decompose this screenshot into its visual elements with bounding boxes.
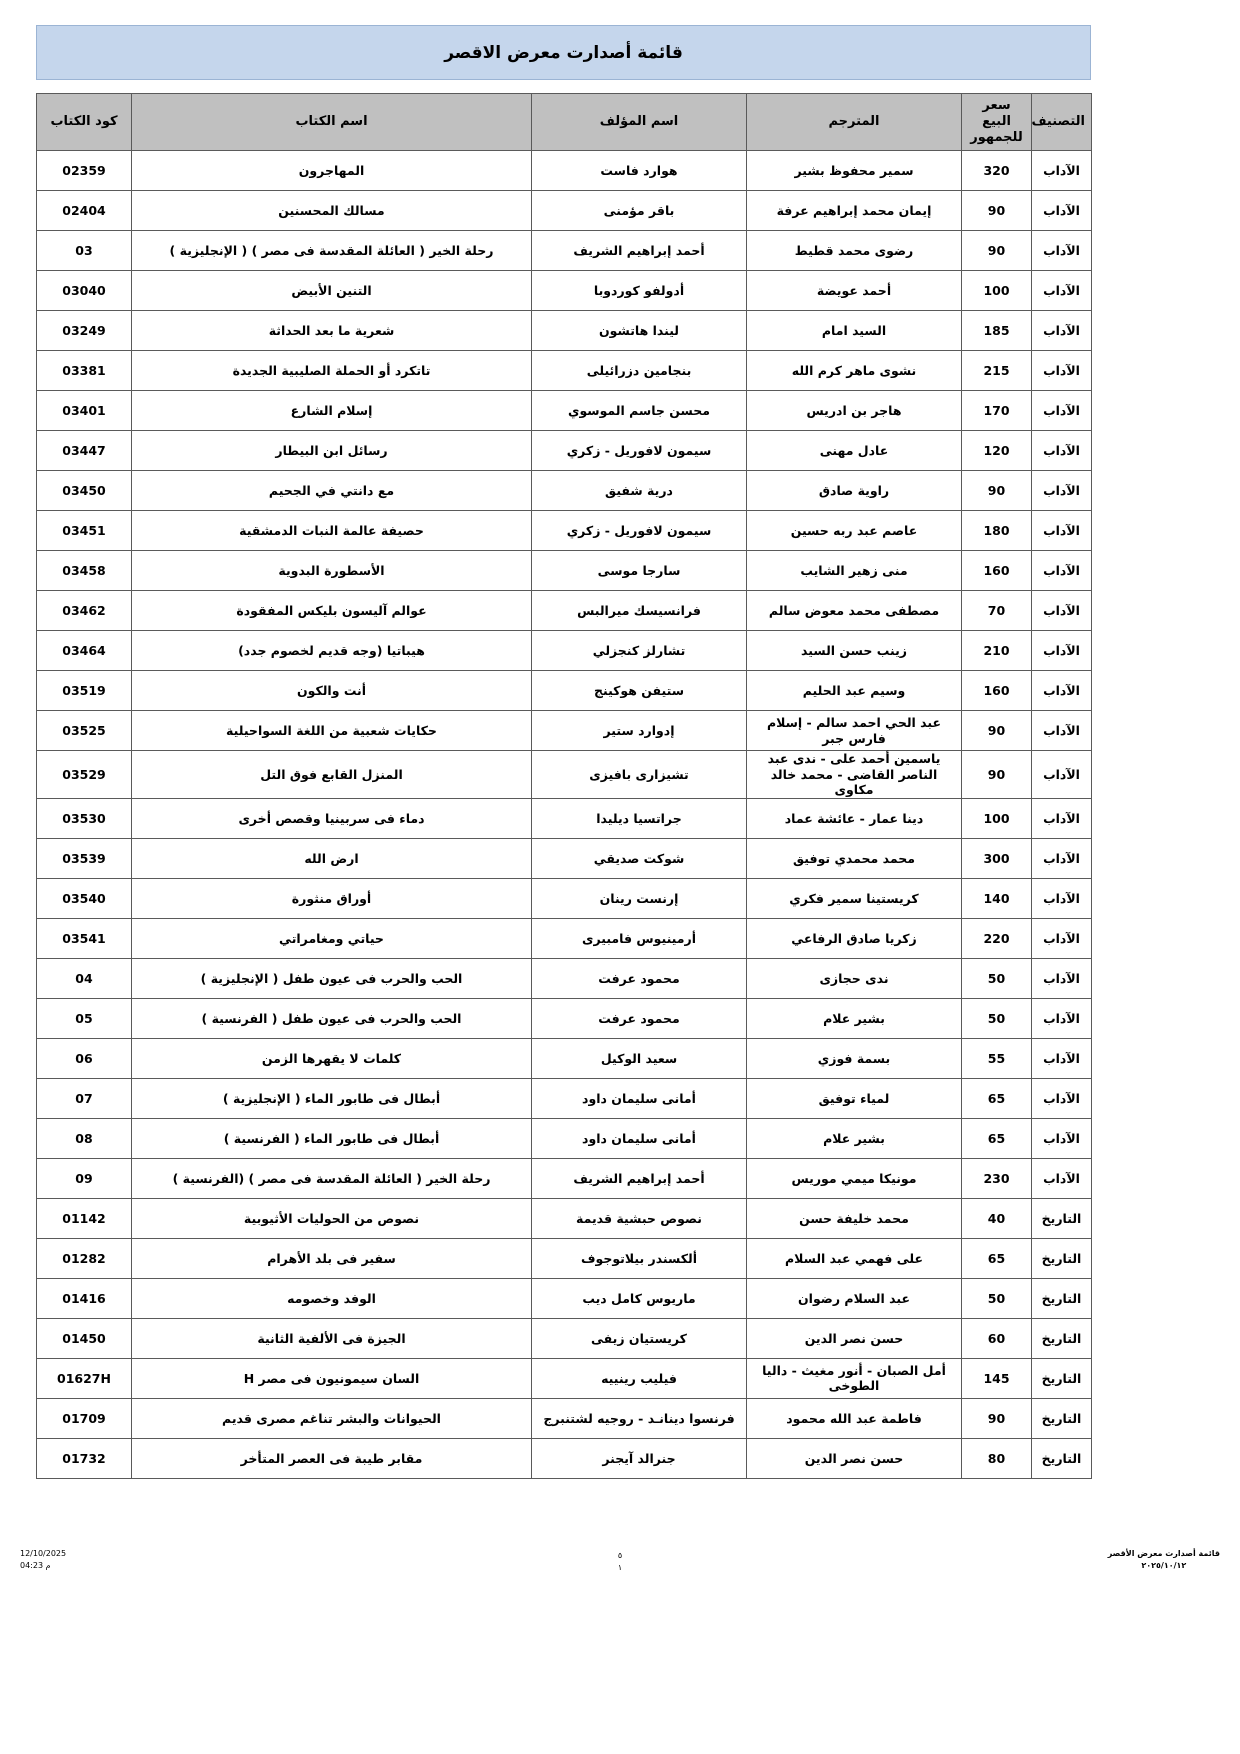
cell-book-name: التنين الأبيض xyxy=(132,271,532,311)
cell-author: كريستيان زيفى xyxy=(532,1318,747,1358)
column-header-author: اسم المؤلف xyxy=(532,94,747,151)
cell-book-name: دماء فى سربينيا وقصص أخرى xyxy=(132,798,532,838)
cell-translator: عاصم عبد ربه حسين xyxy=(747,511,962,551)
cell-author: فيليب رينييه xyxy=(532,1358,747,1398)
cell-translator: لمياء توفيق xyxy=(747,1078,962,1118)
cell-book-name: مع دانتي في الجحيم xyxy=(132,471,532,511)
cell-classification: الآداب xyxy=(1032,511,1092,551)
cell-book-code: 03451 xyxy=(37,511,132,551)
cell-author: جنرالد آيجنر xyxy=(532,1438,747,1478)
cell-book-name: حياتي ومغامراتي xyxy=(132,918,532,958)
cell-book-code: 02404 xyxy=(37,191,132,231)
cell-translator: وسيم عبد الحليم xyxy=(747,671,962,711)
cell-book-code: 03458 xyxy=(37,551,132,591)
publications-table xyxy=(36,93,1092,1479)
cell-author: درية شفيق xyxy=(532,471,747,511)
cell-author: هوارد فاست xyxy=(532,151,747,191)
cell-book-code: 01627H xyxy=(37,1358,132,1398)
cell-book-code: 01416 xyxy=(37,1278,132,1318)
cell-book-code: 03525 xyxy=(37,711,132,751)
cell-price: 230 xyxy=(962,1158,1032,1198)
cell-price: 100 xyxy=(962,798,1032,838)
footer-page-total: ١ xyxy=(617,1563,623,1572)
cell-author: ستيفن هوكينج xyxy=(532,671,747,711)
cell-classification: الآداب xyxy=(1032,631,1092,671)
cell-price: 185 xyxy=(962,311,1032,351)
cell-author: محمود عرفت xyxy=(532,958,747,998)
cell-author: أمانى سليمان داود xyxy=(532,1078,747,1118)
cell-author: بنجامين دزرائيلى xyxy=(532,351,747,391)
cell-price: 210 xyxy=(962,631,1032,671)
cell-price: 90 xyxy=(962,191,1032,231)
table-row xyxy=(37,351,1092,391)
cell-classification: الآداب xyxy=(1032,838,1092,878)
cell-classification: الآداب xyxy=(1032,351,1092,391)
cell-classification: الآداب xyxy=(1032,551,1092,591)
cell-author: إدوارد ستير xyxy=(532,711,747,751)
cell-author: سارجا موسى xyxy=(532,551,747,591)
cell-book-code: 01450 xyxy=(37,1318,132,1358)
cell-translator: راوية صادق xyxy=(747,471,962,511)
cell-author: محمود عرفت xyxy=(532,998,747,1038)
cell-book-code: 03447 xyxy=(37,431,132,471)
cell-classification: الآداب xyxy=(1032,231,1092,271)
cell-classification: الآداب xyxy=(1032,1038,1092,1078)
table-row xyxy=(37,838,1092,878)
cell-author: ماريوس كامل ديب xyxy=(532,1278,747,1318)
cell-book-code: 03529 xyxy=(37,751,132,799)
column-header-translator: المترجم xyxy=(747,94,962,151)
table-row xyxy=(37,711,1092,751)
cell-author: نصوص حبشية قديمة xyxy=(532,1198,747,1238)
cell-price: 50 xyxy=(962,998,1032,1038)
cell-book-code: 03541 xyxy=(37,918,132,958)
cell-price: 120 xyxy=(962,431,1032,471)
cell-classification: الآداب xyxy=(1032,271,1092,311)
cell-book-code: 03539 xyxy=(37,838,132,878)
table-row xyxy=(37,958,1092,998)
cell-translator: عبد الحي احمد سالم - إسلام فارس جبر xyxy=(747,711,962,751)
cell-author: سيمون لافوريل - زكري xyxy=(532,431,747,471)
cell-book-name: حكايات شعبية من اللغة السواحيلية xyxy=(132,711,532,751)
cell-price: 50 xyxy=(962,958,1032,998)
cell-author: أرمينيوس فامبيرى xyxy=(532,918,747,958)
cell-classification: الآداب xyxy=(1032,1118,1092,1158)
cell-price: 90 xyxy=(962,231,1032,271)
cell-classification: التاريخ xyxy=(1032,1438,1092,1478)
cell-book-code: 03381 xyxy=(37,351,132,391)
cell-book-name: أبطال فى طابور الماء ( الفرنسية ) xyxy=(132,1118,532,1158)
cell-classification: الآداب xyxy=(1032,1078,1092,1118)
cell-book-code: 03462 xyxy=(37,591,132,631)
cell-book-name: الحب والحرب فى عيون طفل ( الإنجليزية ) xyxy=(132,958,532,998)
document-title-bar xyxy=(36,25,1091,80)
page-title: قائمة أصدارت معرض الاقصر xyxy=(444,42,683,63)
cell-price: 160 xyxy=(962,671,1032,711)
cell-book-code: 03450 xyxy=(37,471,132,511)
cell-translator: زينب حسن السيد xyxy=(747,631,962,671)
cell-classification: الآداب xyxy=(1032,711,1092,751)
cell-classification: الآداب xyxy=(1032,958,1092,998)
cell-price: 215 xyxy=(962,351,1032,391)
footer-print-date: 12/10/2025 xyxy=(20,1549,67,1558)
footer-report-name: قائمة أصدارت معرض الأقصر xyxy=(1107,1549,1220,1558)
footer-center-block xyxy=(0,1550,1240,1574)
cell-translator: حسن نصر الدين xyxy=(747,1318,962,1358)
cell-price: 55 xyxy=(962,1038,1032,1078)
cell-translator: محمد خليفة حسن xyxy=(747,1198,962,1238)
cell-translator: ياسمين أحمد على - ندى عبد الناصر القاضى - محمد خالد مكاوى xyxy=(747,751,962,799)
column-header-code: كود الكتاب xyxy=(37,94,132,151)
table-header xyxy=(37,94,1092,151)
cell-author: أحمد إبراهيم الشريف xyxy=(532,231,747,271)
cell-price: 65 xyxy=(962,1238,1032,1278)
cell-book-name: ارض الله xyxy=(132,838,532,878)
cell-classification: التاريخ xyxy=(1032,1318,1092,1358)
table-row xyxy=(37,1198,1092,1238)
footer-report-date: ٢٠٢٥/١٠/١٢ xyxy=(1141,1561,1187,1570)
cell-price: 300 xyxy=(962,838,1032,878)
cell-book-name: سفير فى بلد الأهرام xyxy=(132,1238,532,1278)
cell-book-name: المهاجرون xyxy=(132,151,532,191)
cell-price: 180 xyxy=(962,511,1032,551)
table-row xyxy=(37,511,1092,551)
table-row xyxy=(37,1358,1092,1398)
cell-book-code: 03519 xyxy=(37,671,132,711)
cell-book-name: رحلة الخير ( العائلة المقدسة فى مصر ) (الفرنسية ) xyxy=(132,1158,532,1198)
cell-price: 320 xyxy=(962,151,1032,191)
cell-translator: ندى حجازى xyxy=(747,958,962,998)
cell-book-name: أبطال فى طابور الماء ( الإنجليزية ) xyxy=(132,1078,532,1118)
cell-author: فرنسوا دينانـد - روجيه لشتنبرج xyxy=(532,1398,747,1438)
cell-price: 90 xyxy=(962,471,1032,511)
cell-classification: الآداب xyxy=(1032,878,1092,918)
cell-book-name: مقابر طيبة فى العصر المتأخر xyxy=(132,1438,532,1478)
cell-book-code: 05 xyxy=(37,998,132,1038)
cell-price: 90 xyxy=(962,711,1032,751)
cell-author: أدولفو كوردوبا xyxy=(532,271,747,311)
cell-book-name: الجيزة فى الألفية الثانية xyxy=(132,1318,532,1358)
cell-translator: بشير علام xyxy=(747,1118,962,1158)
table-row xyxy=(37,1078,1092,1118)
cell-price: 40 xyxy=(962,1198,1032,1238)
cell-book-name: كلمات لا يقهرها الزمن xyxy=(132,1038,532,1078)
cell-classification: الآداب xyxy=(1032,151,1092,191)
cell-book-code: 08 xyxy=(37,1118,132,1158)
table-row xyxy=(37,1398,1092,1438)
table-row xyxy=(37,191,1092,231)
table-row xyxy=(37,1238,1092,1278)
cell-classification: التاريخ xyxy=(1032,1398,1092,1438)
cell-price: 90 xyxy=(962,1398,1032,1438)
cell-price: 145 xyxy=(962,1358,1032,1398)
cell-author: تشارلز كنجزلي xyxy=(532,631,747,671)
cell-author: إرنست رينان xyxy=(532,878,747,918)
cell-book-code: 01709 xyxy=(37,1398,132,1438)
cell-translator: نشوى ماهر كرم الله xyxy=(747,351,962,391)
cell-translator: إيمان محمد إبراهيم عرفة xyxy=(747,191,962,231)
table-row xyxy=(37,918,1092,958)
cell-translator: مصطفى محمد معوض سالم xyxy=(747,591,962,631)
table-row xyxy=(37,1038,1092,1078)
cell-translator: زكريا صادق الرفاعي xyxy=(747,918,962,958)
cell-book-name: أنت والكون xyxy=(132,671,532,711)
footer-left-block xyxy=(20,1548,66,1572)
cell-author: باقر مؤمنى xyxy=(532,191,747,231)
cell-book-code: 03464 xyxy=(37,631,132,671)
cell-translator: بسمة فوزي xyxy=(747,1038,962,1078)
cell-book-name: رحلة الخير ( العائلة المقدسة فى مصر ) ( الإنجليزية ) xyxy=(132,231,532,271)
cell-book-code: 07 xyxy=(37,1078,132,1118)
cell-price: 90 xyxy=(962,751,1032,799)
cell-classification: الآداب xyxy=(1032,431,1092,471)
cell-author: محسن جاسم الموسوي xyxy=(532,391,747,431)
table-row xyxy=(37,151,1092,191)
cell-author: تشيزارى بافيزى xyxy=(532,751,747,799)
cell-book-code: 01732 xyxy=(37,1438,132,1478)
cell-translator: رضوى محمد قطيط xyxy=(747,231,962,271)
cell-classification: التاريخ xyxy=(1032,1358,1092,1398)
cell-translator: حسن نصر الدين xyxy=(747,1438,962,1478)
table-row xyxy=(37,551,1092,591)
cell-book-code: 01282 xyxy=(37,1238,132,1278)
cell-classification: الآداب xyxy=(1032,311,1092,351)
cell-translator: عبد السلام رضوان xyxy=(747,1278,962,1318)
cell-author: فرانسيسك ميرالبس xyxy=(532,591,747,631)
cell-book-code: 09 xyxy=(37,1158,132,1198)
column-header-price: سعر البيع للجمهور xyxy=(962,94,1032,151)
cell-book-code: 03 xyxy=(37,231,132,271)
table-row xyxy=(37,271,1092,311)
cell-book-code: 03401 xyxy=(37,391,132,431)
cell-book-name: الحيوانات والبشر تناغم مصرى قديم xyxy=(132,1398,532,1438)
cell-price: 100 xyxy=(962,271,1032,311)
cell-classification: الآداب xyxy=(1032,918,1092,958)
cell-author: أحمد إبراهيم الشريف xyxy=(532,1158,747,1198)
cell-book-name: تاتكرد أو الحملة الصليبية الجديدة xyxy=(132,351,532,391)
cell-book-name: الحب والحرب فى عيون طفل ( الفرنسية ) xyxy=(132,998,532,1038)
cell-classification: التاريخ xyxy=(1032,1278,1092,1318)
table-row xyxy=(37,1438,1092,1478)
cell-book-name: نصوص من الحوليات الأثيوبية xyxy=(132,1198,532,1238)
cell-classification: الآداب xyxy=(1032,671,1092,711)
cell-price: 60 xyxy=(962,1318,1032,1358)
page-footer xyxy=(0,1548,1240,1608)
cell-book-code: 02359 xyxy=(37,151,132,191)
cell-translator: مونيكا ميمي موريس xyxy=(747,1158,962,1198)
cell-book-name: رسائل ابن البيطار xyxy=(132,431,532,471)
cell-translator: بشير علام xyxy=(747,998,962,1038)
cell-book-code: 03540 xyxy=(37,878,132,918)
cell-book-name: الوفد وخصومه xyxy=(132,1278,532,1318)
cell-book-code: 06 xyxy=(37,1038,132,1078)
cell-book-name: السان سيمونيون فى مصر H xyxy=(132,1358,532,1398)
cell-author: شوكت صديقي xyxy=(532,838,747,878)
cell-book-name: حصيفة عالمة النبات الدمشقية xyxy=(132,511,532,551)
column-header-classification: التصنيف xyxy=(1032,94,1092,151)
cell-price: 160 xyxy=(962,551,1032,591)
table-row xyxy=(37,231,1092,271)
cell-author: ليندا هاتشون xyxy=(532,311,747,351)
cell-book-name: أوراق منثورة xyxy=(132,878,532,918)
cell-translator: كريستينا سمير فكري xyxy=(747,878,962,918)
table-row xyxy=(37,1118,1092,1158)
table-body xyxy=(37,151,1092,1479)
cell-classification: التاريخ xyxy=(1032,1238,1092,1278)
cell-price: 70 xyxy=(962,591,1032,631)
cell-book-name: عوالم آليسون بليكس المفقودة xyxy=(132,591,532,631)
table-row xyxy=(37,311,1092,351)
cell-price: 65 xyxy=(962,1078,1032,1118)
cell-price: 140 xyxy=(962,878,1032,918)
cell-author: أمانى سليمان داود xyxy=(532,1118,747,1158)
footer-page-number: ٥ xyxy=(617,1551,623,1560)
cell-price: 50 xyxy=(962,1278,1032,1318)
cell-translator: أمل الصبان - أنور مغيث - داليا الطوخى xyxy=(747,1358,962,1398)
cell-translator: سمير محفوظ بشير xyxy=(747,151,962,191)
cell-book-name: مسالك المحسنين xyxy=(132,191,532,231)
cell-classification: الآداب xyxy=(1032,798,1092,838)
cell-price: 80 xyxy=(962,1438,1032,1478)
cell-book-code: 03249 xyxy=(37,311,132,351)
cell-translator: السيد امام xyxy=(747,311,962,351)
table-row xyxy=(37,671,1092,711)
cell-book-name: الأسطورة البدوية xyxy=(132,551,532,591)
cell-book-code: 03040 xyxy=(37,271,132,311)
footer-print-time: 04:23 م xyxy=(20,1561,51,1570)
cell-book-code: 01142 xyxy=(37,1198,132,1238)
cell-book-code: 03530 xyxy=(37,798,132,838)
table-row xyxy=(37,878,1092,918)
cell-classification: الآداب xyxy=(1032,1158,1092,1198)
cell-price: 220 xyxy=(962,918,1032,958)
table-row xyxy=(37,1158,1092,1198)
table-row xyxy=(37,391,1092,431)
table-row xyxy=(37,1278,1092,1318)
cell-classification: الآداب xyxy=(1032,471,1092,511)
cell-translator: على فهمي عبد السلام xyxy=(747,1238,962,1278)
table-header-row xyxy=(37,94,1092,151)
cell-translator: فاطمة عبد الله محمود xyxy=(747,1398,962,1438)
table-row xyxy=(37,631,1092,671)
cell-classification: الآداب xyxy=(1032,191,1092,231)
cell-translator: أحمد عويضة xyxy=(747,271,962,311)
cell-classification: الآداب xyxy=(1032,591,1092,631)
cell-classification: الآداب xyxy=(1032,751,1092,799)
cell-price: 170 xyxy=(962,391,1032,431)
cell-book-name: هيباتيا (وجه قديم لخصوم جدد) xyxy=(132,631,532,671)
cell-translator: هاجر بن ادريس xyxy=(747,391,962,431)
cell-author: سيمون لافوريل - زكري xyxy=(532,511,747,551)
column-header-book: اسم الكتاب xyxy=(132,94,532,151)
table-row xyxy=(37,998,1092,1038)
table-row xyxy=(37,1318,1092,1358)
cell-classification: الآداب xyxy=(1032,998,1092,1038)
table-row xyxy=(37,471,1092,511)
cell-book-name: إسلام الشارع xyxy=(132,391,532,431)
cell-classification: التاريخ xyxy=(1032,1198,1092,1238)
cell-book-name: شعرية ما بعد الحداثة xyxy=(132,311,532,351)
cell-book-name: المنزل القابع فوق التل xyxy=(132,751,532,799)
cell-author: سعيد الوكيل xyxy=(532,1038,747,1078)
table-row xyxy=(37,431,1092,471)
table-row xyxy=(37,798,1092,838)
cell-book-code: 04 xyxy=(37,958,132,998)
cell-translator: منى زهير الشايب xyxy=(747,551,962,591)
cell-price: 65 xyxy=(962,1118,1032,1158)
cell-translator: دينا عمار - عائشة عماد xyxy=(747,798,962,838)
cell-author: ألكسندر بيلاتوجوف xyxy=(532,1238,747,1278)
table-row xyxy=(37,751,1092,799)
cell-translator: محمد محمدي توفيق xyxy=(747,838,962,878)
cell-author: جراتسيا ديليدا xyxy=(532,798,747,838)
cell-classification: الآداب xyxy=(1032,391,1092,431)
table-row xyxy=(37,591,1092,631)
cell-translator: عادل مهنى xyxy=(747,431,962,471)
